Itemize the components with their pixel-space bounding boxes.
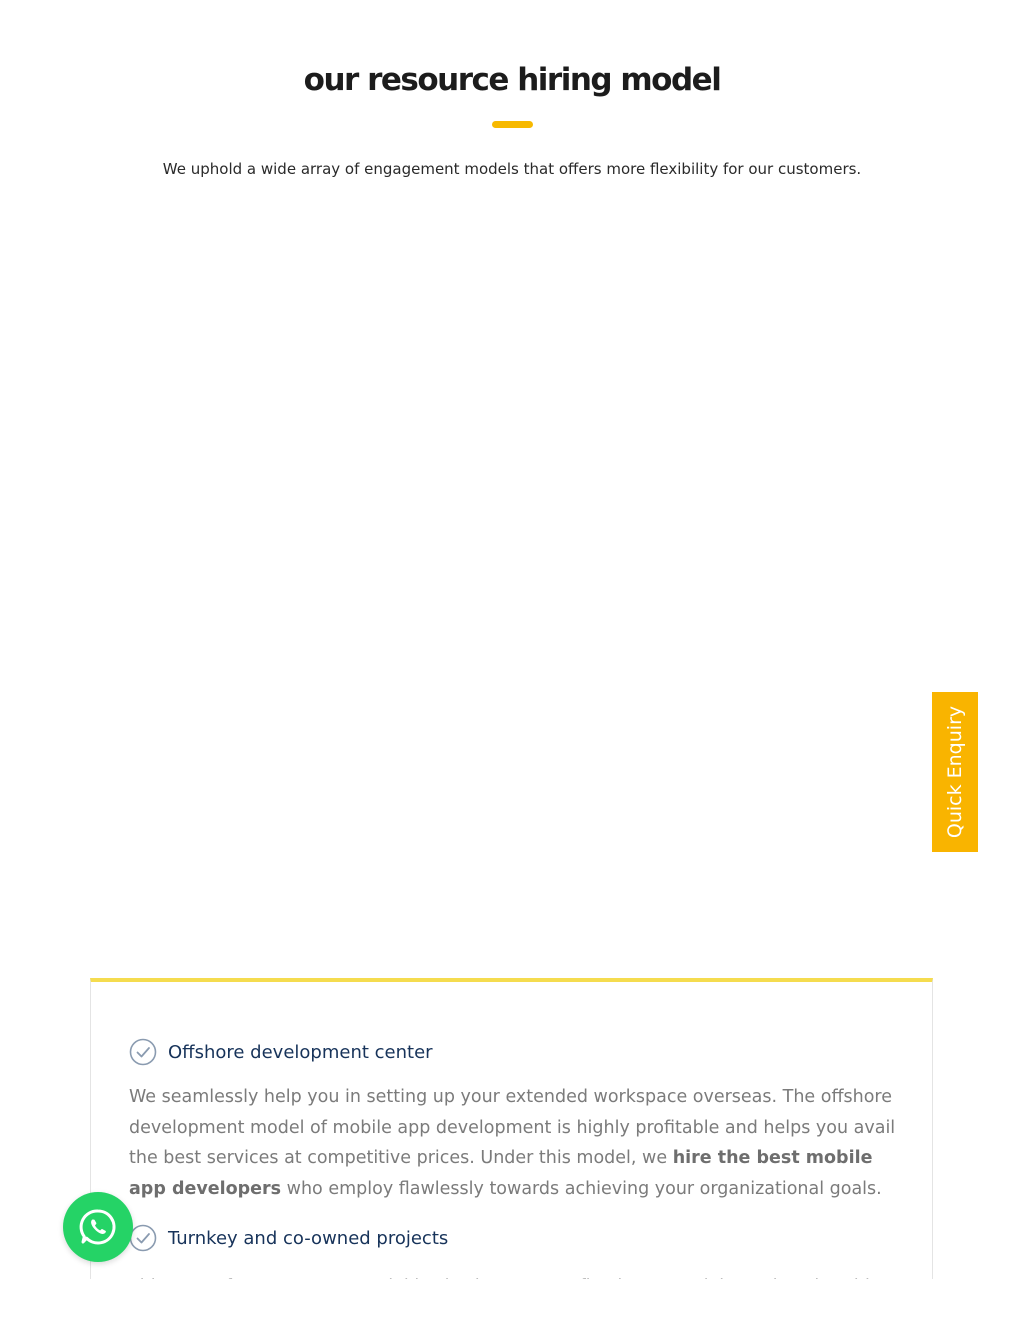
check-circle-icon	[129, 1038, 157, 1066]
model-description-text: We seamlessly help you in setting up your extended workspace overseas. The offshore development model of mobile app development is highly profitable and helps you avail the best services at competitive prices. Under this model, we	[129, 1087, 896, 1168]
whatsapp-button[interactable]	[63, 1192, 133, 1262]
section-subtitle: We uphold a wide array of engagement models that offers more flexibility for our customers.	[162, 160, 862, 178]
hiring-models-card	[90, 978, 933, 1325]
model-description-offshore	[129, 1082, 904, 1204]
quick-enquiry-label: Quick Enquiry	[944, 705, 966, 839]
model-item-offshore	[129, 1038, 433, 1066]
model-title-offshore: Offshore development center	[168, 1041, 433, 1063]
check-circle-icon	[129, 1224, 157, 1252]
title-underline	[492, 121, 533, 128]
whatsapp-icon	[78, 1207, 118, 1247]
page-bottom-mask	[0, 1279, 1024, 1325]
section-title: our resource hiring model	[303, 62, 721, 98]
quick-enquiry-button[interactable]	[932, 692, 978, 852]
model-title-turnkey: Turnkey and co-owned projects	[168, 1227, 449, 1249]
hire-developers-link[interactable]: hire the best mobile app developers	[129, 1148, 873, 1199]
model-description-text-end: who employ flawlessly towards achieving your organizational goals.	[281, 1178, 882, 1199]
model-item-turnkey	[129, 1224, 448, 1252]
